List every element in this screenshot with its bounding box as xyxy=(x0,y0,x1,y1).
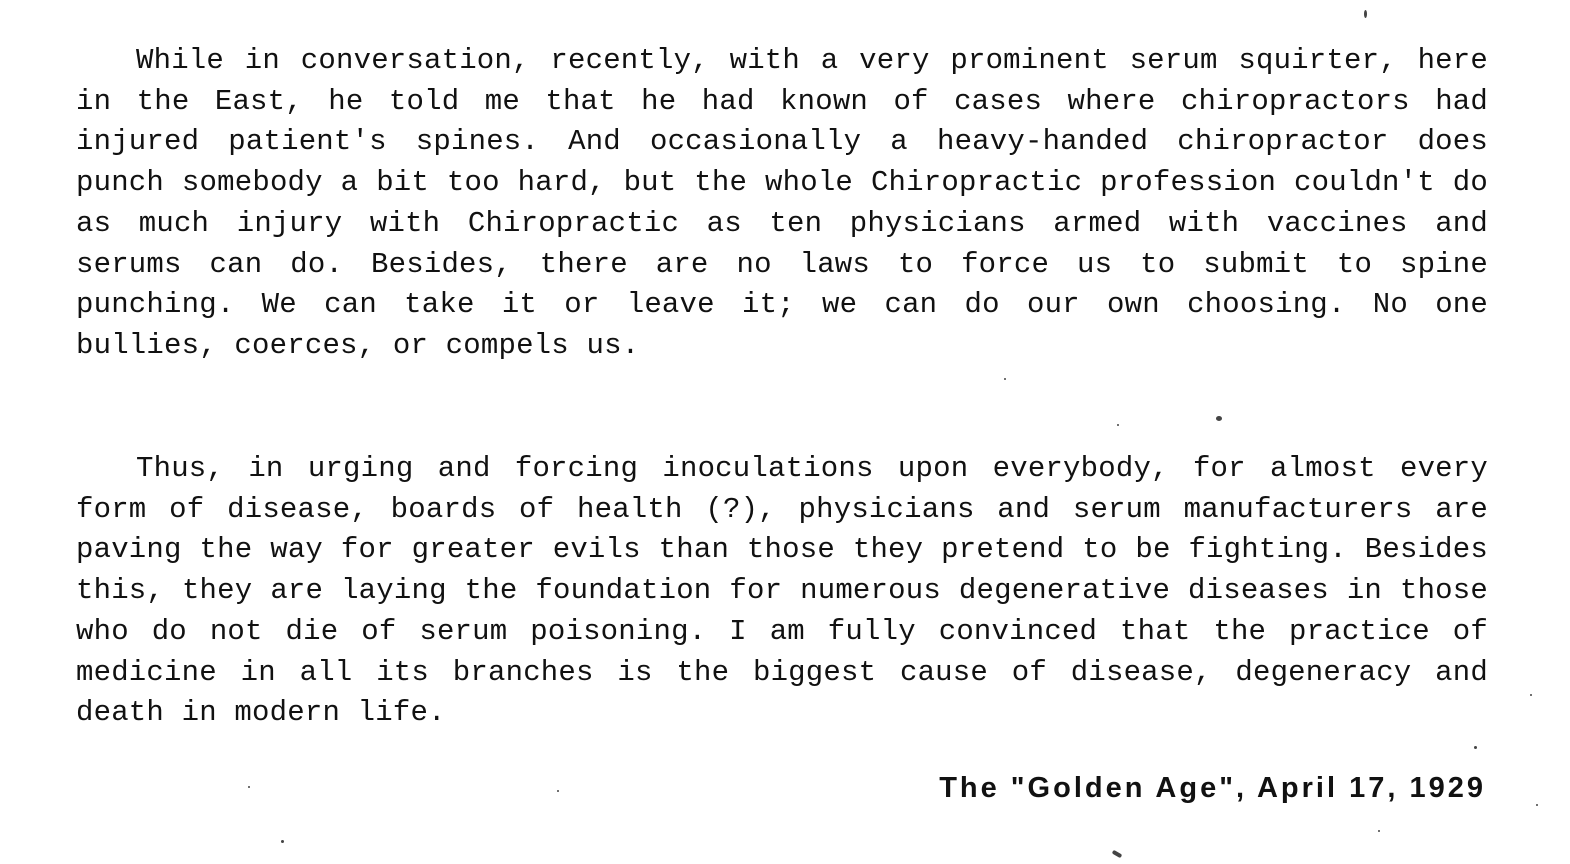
scan-speck xyxy=(248,786,250,788)
paragraph-inoculations: Thus, in urging and forcing inoculations upon everybody, for almost every form of disease, boards of health (?), physicians and serum manufacturers are paving the way for greater evils than those they pretend to be fighting. Besides this, they are laying the foundation for numerous degenerative diseases in those who do not die of serum poisoning. I am fully convinced that the practice of medicine in all its branches is the biggest cause of disease, degeneracy and death in modern life. xyxy=(76,452,1488,730)
scan-speck xyxy=(1117,424,1119,426)
scan-speck xyxy=(1536,804,1538,806)
scan-speck xyxy=(1216,416,1222,421)
scan-speck xyxy=(1364,10,1367,18)
source-citation: The "Golden Age", April 17, 1929 xyxy=(939,772,1486,804)
paragraph-conversation: While in conversation, recently, with a very prominent serum squirter, here in the East, he told me that he had known of cases where chiropractors had injured patient's spines. And occasionally a heavy-handed chiropractor does punch somebody a bit too hard, but the whole Chiropractic profession couldn't do as much injury with Chiropractic as ten physicians armed with vaccines and serums can do. Besides, there are no laws to force us to submit to spine punching. We can take it or leave it; we can do our own choosing. No one bullies, coerces, or compels us. xyxy=(76,44,1488,362)
scan-speck xyxy=(1378,830,1380,832)
scan-speck xyxy=(557,790,559,792)
scan-speck xyxy=(1004,378,1006,380)
scan-speck xyxy=(1112,850,1123,858)
scan-speck xyxy=(1530,694,1532,696)
scan-speck xyxy=(281,840,284,843)
scan-speck xyxy=(1474,746,1477,749)
